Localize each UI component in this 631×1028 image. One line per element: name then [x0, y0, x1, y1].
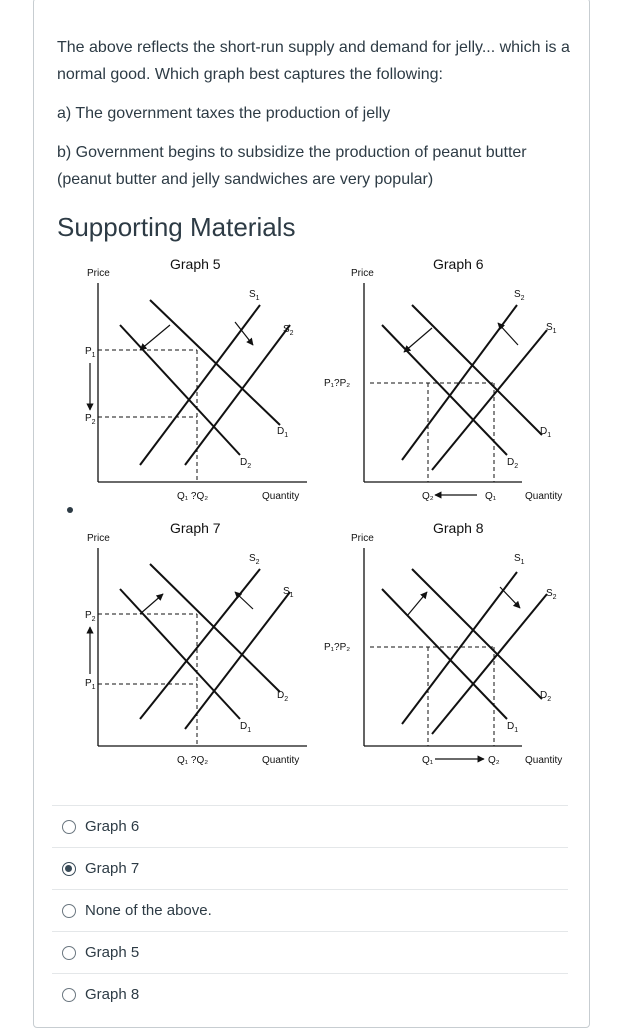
graph-7-d1-label: $D_1$	[240, 721, 252, 734]
graph-6-price-label: Price	[351, 268, 374, 279]
graph-5-quantity-label: Quantity	[262, 491, 300, 502]
option-label: Graph 6	[85, 818, 140, 835]
graph-5-s1-label: $S_1$	[249, 289, 260, 302]
graph-5-d1-label: $D_1$	[277, 426, 289, 439]
radio-none[interactable]	[62, 904, 76, 918]
graph-5-price-label: Price	[87, 268, 110, 279]
graph-6-q-left: Q₂	[422, 491, 434, 502]
graph-5-demand-d2	[120, 325, 240, 455]
graph-5-supply-s2	[185, 325, 290, 465]
graph-7-supply-s1	[185, 592, 290, 729]
graph-8-d1-label: $D_1$	[507, 721, 519, 734]
option-graph-6[interactable]	[52, 805, 568, 847]
graph-8-supply-s2	[432, 594, 547, 734]
graph-5-supply-s1	[140, 305, 260, 465]
graph-6-s1-label: $S_1$	[546, 322, 557, 335]
option-label: Graph 8	[85, 986, 140, 1003]
graph-7-q-label: Q₁ ?Q₂	[177, 755, 209, 766]
graph-6-p-label: P₁?P₂	[324, 378, 351, 389]
answer-options	[52, 805, 568, 1015]
graph-7-quantity-label: Quantity	[262, 755, 300, 766]
graph-7-s2-label: $S_2$	[249, 553, 260, 566]
graph-5-demand-d1	[150, 300, 280, 425]
option-graph-7[interactable]	[52, 847, 568, 889]
graph-6-q-right: Q₁	[485, 491, 497, 502]
graph-8-title: Graph 8	[433, 520, 484, 536]
radio-graph-7[interactable]	[62, 862, 76, 876]
graph-7	[85, 514, 315, 769]
graph-7-demand-d2	[150, 564, 280, 692]
graph-5-p1: $P_1$	[85, 346, 96, 359]
radio-graph-5[interactable]	[62, 946, 76, 960]
graph-5-s2-label: $S_2$	[283, 324, 294, 337]
graph-5-p2: $P_2$	[85, 413, 96, 426]
graph-8-price-label: Price	[351, 533, 374, 544]
list-bullet	[67, 507, 73, 513]
graph-5	[85, 250, 315, 505]
graph-8-q-right: Q₂	[488, 755, 500, 766]
graph-6-s2-label: $S_2$	[514, 289, 525, 302]
graph-5-title: Graph 5	[170, 256, 221, 272]
option-label: Graph 5	[85, 944, 140, 961]
question-paragraph-1: The above reflects the short-run supply and demand for jelly... which is a normal good. Which graph best captures the following:	[57, 39, 570, 83]
graph-6-supply-s1	[432, 330, 547, 470]
graph-8-quantity-label: Quantity	[525, 755, 563, 766]
graph-7-p1: $P_1$	[85, 678, 96, 691]
option-label: Graph 7	[85, 860, 140, 877]
graph-8-q-left: Q₁	[422, 755, 434, 766]
option-label: None of the above.	[85, 902, 212, 919]
graph-7-demand-d1	[120, 589, 240, 719]
graph-8-p-label: P₁?P₂	[324, 642, 351, 653]
graph-7-title: Graph 7	[170, 520, 221, 536]
option-none[interactable]	[52, 889, 568, 931]
graph-7-p2: $P_2$	[85, 610, 96, 623]
graph-7-supply-s2	[140, 569, 260, 719]
graph-6-quantity-label: Quantity	[525, 491, 563, 502]
graph-7-price-label: Price	[87, 533, 110, 544]
question-paragraph-3: b) Government begins to subsidize the production of peanut butter (peanut butter and jelly sandwiches are very popular)	[57, 144, 527, 188]
graph-6	[322, 250, 572, 505]
radio-graph-6[interactable]	[62, 820, 76, 834]
supporting-materials-heading: Supporting Materials	[57, 212, 296, 242]
question-paragraph-2: a) The government taxes the production of jelly	[57, 105, 391, 122]
graph-5-q-label: Q₁ ?Q₂	[177, 491, 209, 502]
graph-7-d2-label: $D_2$	[277, 690, 289, 703]
graph-7-s1-label: $S_1$	[283, 586, 294, 599]
option-graph-5[interactable]	[52, 931, 568, 973]
question-text	[57, 34, 577, 193]
graph-6-title: Graph 6	[433, 256, 484, 272]
graph-8-d2-label: $D_2$	[540, 690, 552, 703]
graph-8	[322, 514, 572, 769]
graph-8-s2-label: $S_2$	[546, 588, 557, 601]
graph-5-d2-label: $D_2$	[240, 457, 252, 470]
radio-graph-8[interactable]	[62, 988, 76, 1002]
graph-6-d2-label: $D_2$	[507, 457, 519, 470]
graph-6-d1-label: $D_1$	[540, 426, 552, 439]
graph-8-s1-label: $S_1$	[514, 553, 525, 566]
option-graph-8[interactable]	[52, 973, 568, 1015]
